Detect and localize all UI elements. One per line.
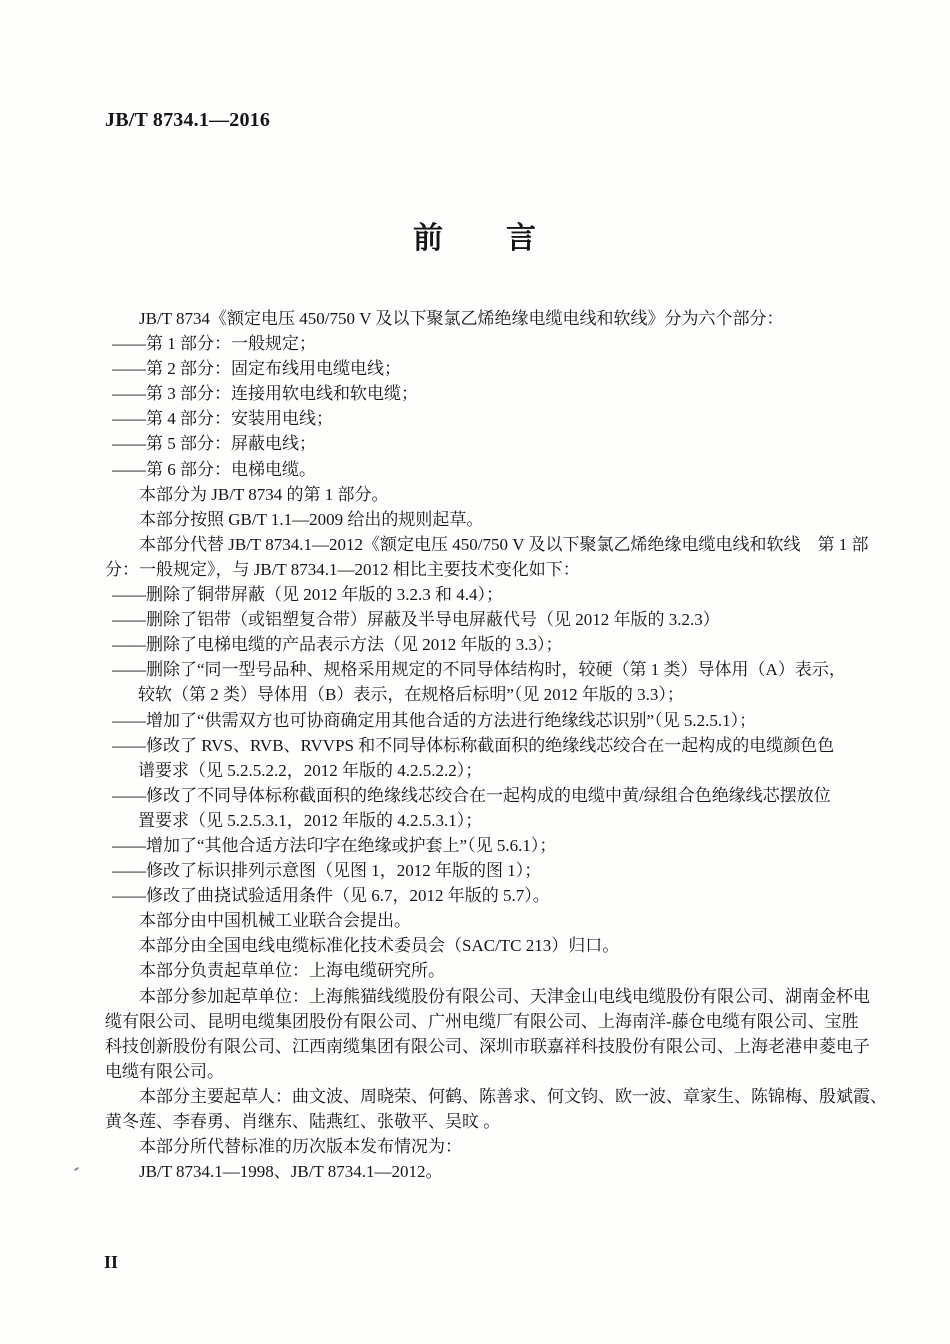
text-line: 较软（第 2 类）导体用（B）表示，在规格后标明”（见 2012 年版的 3.3）； (138, 685, 684, 705)
standard-number: JB/T 8734.1—2016 (105, 109, 271, 131)
text-line: ——第 5 部分：屏蔽电线； (112, 434, 316, 454)
text-line: JB/T 8734.1—1998、JB/T 8734.1—2012。 (139, 1162, 443, 1182)
text-line: 分：一般规定》，与 JB/T 8734.1—2012 相比主要技术变化如下： (105, 559, 580, 579)
text-line: 置要求（见 5.2.5.3.1，2012 年版的 4.2.5.3.1）； (138, 810, 483, 830)
text-line: ——删除了“同一型号品种、规格采用规定的不同导体结构时，较硬（第 1 类）导体用（A）表示， (112, 660, 846, 680)
text-line: ——第 6 部分：电梯电缆。 (112, 459, 316, 479)
text-line: 本部分代替 JB/T 8734.1—2012《额定电压 450/750 V 及以下聚氯乙烯绝缘电缆电线和软线 第 1 部 (139, 534, 869, 554)
text-line: ——第 2 部分：固定布线用电缆电线； (112, 359, 401, 379)
text-line: ——修改了 RVS、RVB、RVVPS 和不同导体标称截面积的绝缘线芯绞合在一起构成的电缆颜色色 (112, 735, 835, 755)
text-line: 本部分按照 GB/T 1.1—2009 给出的规则起草。 (139, 509, 484, 529)
text-line: 本部分参加起草单位：上海熊猫线缆股份有限公司、天津金山电线电缆股份有限公司、湖南金杯电 (139, 986, 870, 1006)
text-line: ——删除了铝带（或铝塑复合带）屏蔽及半导电屏蔽代号（见 2012 年版的 3.2.3） (112, 610, 720, 630)
text-line: 本部分由全国电线电缆标准化技术委员会（SAC/TC 213）归口。 (139, 936, 620, 956)
text-line: ——第 3 部分：连接用软电线和软电缆； (112, 384, 418, 404)
text-line: 本部分负责起草单位：上海电缆研究所。 (139, 961, 445, 981)
text-line: 本部分主要起草人：曲文波、周晓荣、何鹤、陈善求、何文钧、欧一波、章家生、陈锦梅、殷斌霞、 (139, 1086, 887, 1106)
text-line: 缆有限公司、昆明电缆集团股份有限公司、广州电缆厂有限公司、上海南洋-藤仓电缆有限公司、宝胜 (105, 1011, 859, 1031)
text-line: ——修改了标识排列示意图（见图 1，2012 年版的图 1）； (112, 861, 542, 881)
text-line: ——增加了“其他合适方法印字在绝缘或护套上”（见 5.6.1）； (112, 835, 557, 855)
text-line: 本部分为 JB/T 8734 的第 1 部分。 (139, 484, 389, 504)
text-line: ——第 4 部分：安装用电线； (112, 409, 333, 429)
text-line: ——修改了不同导体标称截面积的绝缘线芯绞合在一起构成的电缆中黄/绿组合色绝缘线芯摆放位 (112, 785, 831, 805)
text-line: ——第 1 部分：一般规定； (112, 334, 316, 354)
text-line: ——增加了“供需双方也可协商确定用其他合适的方法进行绝缘线芯识别”（见 5.2.5.1）； (112, 710, 757, 730)
text-line: 电缆有限公司。 (105, 1061, 224, 1081)
page-number: II (104, 1252, 119, 1272)
text-line: 本部分由中国机械工业联合会提出。 (139, 911, 411, 931)
text-line: 黄冬莲、李春勇、肖继东、陆燕红、张敬平、吴旼 。 (105, 1112, 501, 1131)
text-line: JB/T 8734《额定电压 450/750 V 及以下聚氯乙烯绝缘电缆电线和软线》分为六个部分： (139, 309, 784, 328)
text-line: 科技创新股份有限公司、江西南缆集团有限公司、深圳市联嘉祥科技股份有限公司、上海老港申菱电子 (105, 1036, 870, 1056)
foreword-body (105, 306, 917, 1184)
scan-artifact (74, 1167, 79, 1171)
text-line: ——修改了曲挠试验适用条件（见 6.7，2012 年版的 5.7）。 (112, 886, 550, 906)
text-line: 谱要求（见 5.2.5.2.2，2012 年版的 4.2.5.2.2）； (138, 760, 483, 780)
page-title: 前 言 (413, 221, 537, 256)
text-line: 本部分所代替标准的历次版本发布情况为： (139, 1137, 462, 1157)
text-line: ——删除了铜带屏蔽（见 2012 年版的 3.2.3 和 4.4）； (112, 585, 503, 605)
text-line: ——删除了电梯电缆的产品表示方法（见 2012 年版的 3.3）； (112, 635, 563, 655)
